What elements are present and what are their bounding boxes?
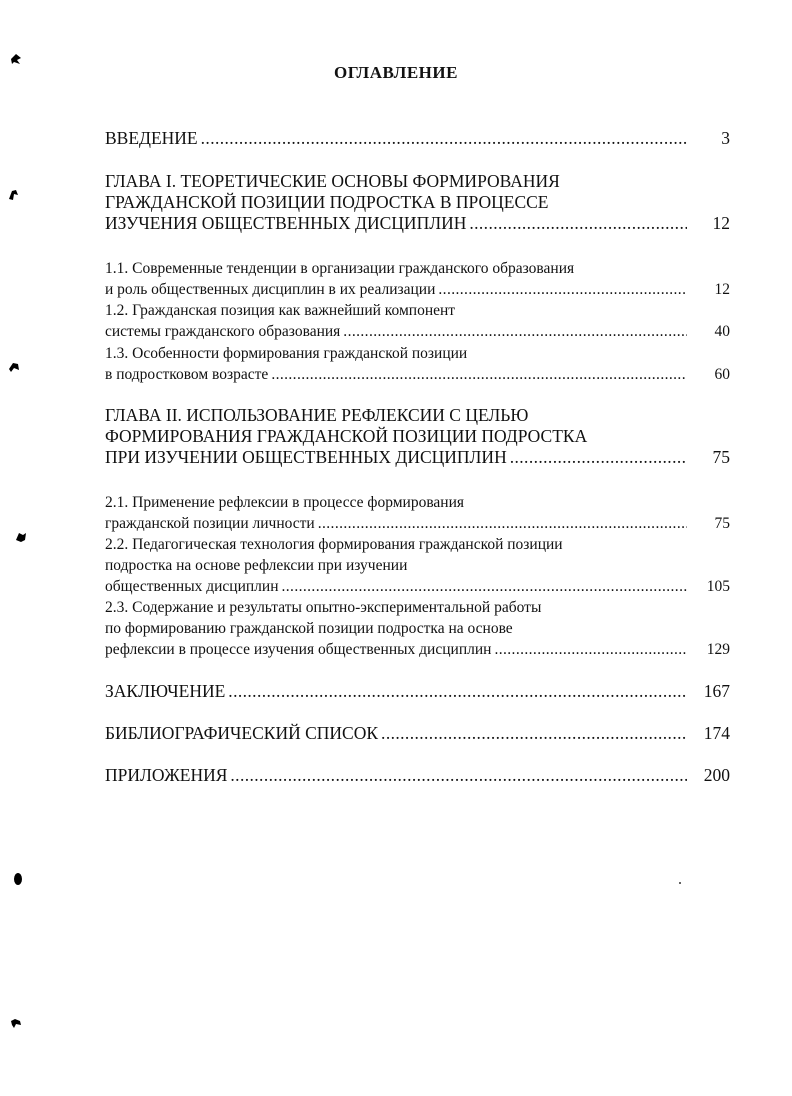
toc-page-number: 105 bbox=[706, 578, 730, 595]
toc-entry-text: ПРИЛОЖЕНИЯ bbox=[105, 765, 228, 785]
toc-leader-dots bbox=[228, 681, 687, 702]
toc-entry-text: БИБЛИОГРАФИЧЕСКИЙ СПИСОК bbox=[105, 723, 379, 743]
toc-entry-line: рефлексии в процессе изучения общественных дисциплин bbox=[105, 641, 492, 658]
toc-entry-line: 1.2. Гражданская позиция как важнейший компонент bbox=[105, 302, 456, 319]
toc-entry-conclusion[interactable] bbox=[105, 681, 730, 702]
toc-entry-line: 2.1. Применение рефлексии в процессе формирования bbox=[105, 494, 465, 511]
toc-entry-text: ВВЕДЕНИЕ bbox=[105, 128, 198, 148]
toc-entry-line: 2.2. Педагогическая технология формирования гражданской позиции bbox=[105, 536, 563, 553]
toc-entry-bibliography[interactable] bbox=[105, 723, 730, 744]
toc-page-number: 200 bbox=[703, 765, 730, 785]
toc-entry-chapter-1[interactable] bbox=[105, 171, 730, 234]
toc-leader-dots bbox=[381, 723, 687, 744]
toc-leader-dots bbox=[282, 576, 688, 597]
toc-page-number: 12 bbox=[712, 213, 730, 233]
toc-leader-dots bbox=[510, 447, 687, 468]
toc-entry-section-2-1[interactable] bbox=[105, 492, 730, 534]
toc-page-number: 75 bbox=[714, 515, 730, 532]
toc-page-number: 174 bbox=[703, 723, 730, 743]
toc-entry-line: гражданской позиции личности bbox=[105, 515, 315, 532]
binding-mark-icon bbox=[11, 872, 25, 886]
toc-entry-line: общественных дисциплин bbox=[105, 578, 279, 595]
toc-entry-chapter-2[interactable] bbox=[105, 405, 730, 468]
toc-leader-dots bbox=[318, 513, 687, 534]
toc-entry-line: ГЛАВА II. ИСПОЛЬЗОВАНИЕ РЕФЛЕКСИИ С ЦЕЛЬЮ bbox=[105, 405, 529, 425]
toc-entry-line: ФОРМИРОВАНИЯ ГРАЖДАНСКОЙ ПОЗИЦИИ ПОДРОСТКА bbox=[105, 426, 588, 446]
toc-entry-line: ГРАЖДАНСКОЙ ПОЗИЦИИ ПОДРОСТКА В ПРОЦЕССЕ bbox=[105, 192, 549, 212]
toc-entry-line: ПРИ ИЗУЧЕНИИ ОБЩЕСТВЕННЫХ ДИСЦИПЛИН bbox=[105, 447, 507, 467]
toc-entry-section-1-2[interactable] bbox=[105, 300, 730, 342]
toc-leader-dots bbox=[201, 128, 687, 149]
toc-entry-intro[interactable] bbox=[105, 128, 730, 149]
binding-mark-icon bbox=[6, 188, 20, 202]
toc-leader-dots bbox=[469, 213, 687, 234]
binding-mark-icon bbox=[14, 530, 28, 544]
toc-entry-line: системы гражданского образования bbox=[105, 323, 341, 340]
toc-leader-dots bbox=[271, 364, 687, 385]
toc-page-number: 129 bbox=[706, 641, 730, 658]
toc-page-number: 60 bbox=[714, 366, 730, 383]
toc-page-number: 12 bbox=[714, 281, 730, 298]
toc-entry-line: ИЗУЧЕНИЯ ОБЩЕСТВЕННЫХ ДИСЦИПЛИН bbox=[105, 213, 467, 233]
toc-entry-section-1-3[interactable] bbox=[105, 343, 730, 385]
toc-leader-dots bbox=[230, 765, 687, 786]
toc-leader-dots bbox=[438, 279, 687, 300]
toc-entry-appendix[interactable] bbox=[105, 765, 730, 786]
toc-entry-text: ЗАКЛЮЧЕНИЕ bbox=[105, 681, 226, 701]
toc-leader-dots bbox=[343, 321, 687, 342]
toc-entry-line: и роль общественных дисциплин в их реализации bbox=[105, 281, 436, 298]
scan-speck bbox=[679, 882, 681, 884]
binding-mark-icon bbox=[7, 360, 21, 374]
toc-page-number: 3 bbox=[721, 128, 730, 148]
toc-entry-section-2-2[interactable] bbox=[105, 534, 730, 597]
toc-entry-line: 2.3. Содержание и результаты опытно-экспериментальной работы bbox=[105, 599, 542, 616]
toc-entry-section-2-3[interactable] bbox=[105, 597, 730, 660]
page-title: ОГЛАВЛЕНИЕ bbox=[334, 63, 458, 82]
toc-entry-line: по формированию гражданской позиции подростка на основе bbox=[105, 620, 513, 637]
toc-entry-line: в подростковом возрасте bbox=[105, 366, 269, 383]
toc-entry-line: 1.1. Современные тенденции в организации гражданского образования bbox=[105, 260, 575, 277]
toc-entry-section-1-1[interactable] bbox=[105, 258, 730, 300]
toc-leader-dots bbox=[494, 639, 687, 660]
toc-entry-line: подростка на основе рефлексии при изучении bbox=[105, 557, 408, 574]
toc-page-number: 40 bbox=[714, 323, 730, 340]
toc-page-number: 167 bbox=[703, 681, 730, 701]
binding-mark-icon bbox=[9, 1016, 23, 1030]
toc-entry-line: ГЛАВА I. ТЕОРЕТИЧЕСКИЕ ОСНОВЫ ФОРМИРОВАНИЯ bbox=[105, 171, 560, 191]
toc-entry-line: 1.3. Особенности формирования гражданской позиции bbox=[105, 345, 468, 362]
toc-page-number: 75 bbox=[712, 447, 730, 467]
